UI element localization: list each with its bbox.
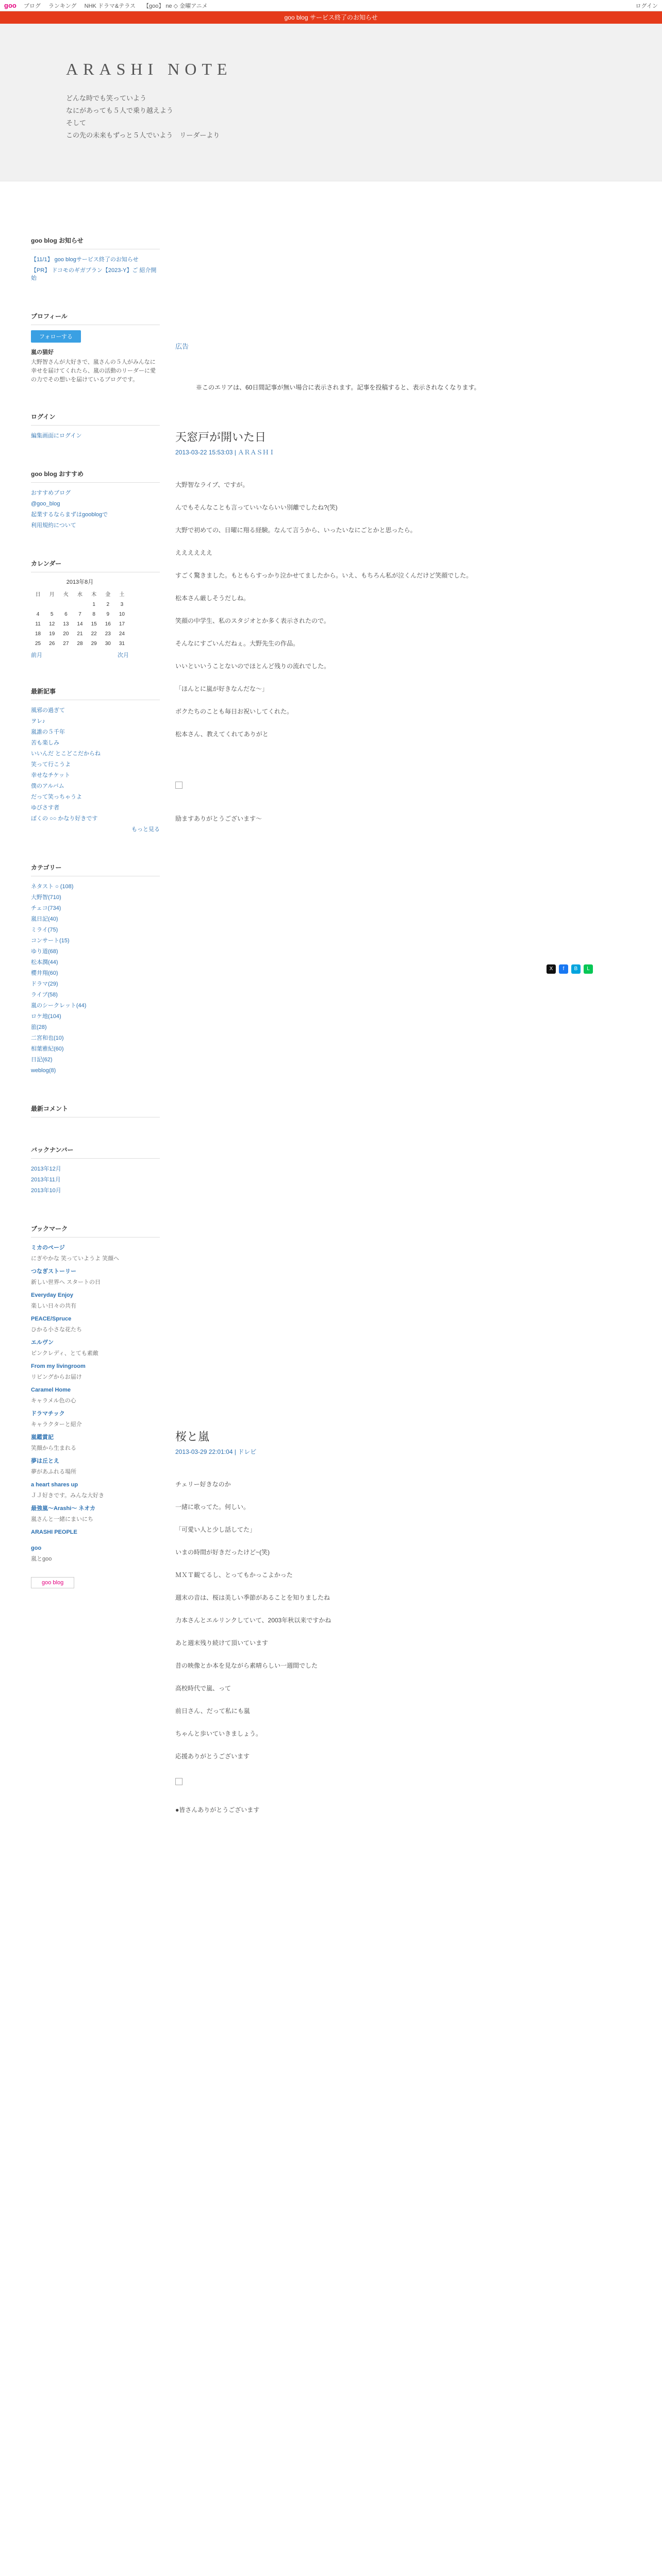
comments-section	[31, 1101, 160, 1117]
category-item[interactable]: 櫻井翔(60)	[31, 970, 58, 976]
post-paragraph: 「可愛い人と少し話してた」	[175, 1526, 256, 1533]
info-item[interactable]: 【11/1】 goo blogサービス終了のお知らせ	[31, 257, 139, 263]
bookmark-name[interactable]: goo	[31, 1545, 42, 1551]
info-section	[31, 233, 160, 284]
cal-day: 13	[63, 621, 69, 627]
blog-tagline-4: この先の未来もずっと５人でいよう リーダーより	[66, 131, 220, 139]
category-section	[31, 860, 160, 1076]
profile-text: 大野智さんが大好きで、嵐さんの５人がみんなに幸せを届けてくれたら、嵐の活動のリーダーに愛の力でその想いを届けているブログです。	[31, 359, 156, 383]
cal-day: 14	[77, 621, 83, 627]
cal-day: 18	[35, 631, 41, 637]
cal-day: 10	[119, 612, 125, 617]
cal-day	[45, 600, 59, 609]
login-heading: ログイン	[31, 409, 160, 426]
post-paragraph: 松本さん、教えてくれてありがと	[175, 731, 269, 738]
info-item[interactable]: 【PR】 ドコモのギガプラン【2023-Y】ご 紹介開始	[31, 267, 157, 281]
post-paragraph: んでもそんなことも言っていいならいい別離でしたね?(笑)	[175, 504, 338, 511]
bookmark-name[interactable]: ドラマチック	[31, 1411, 65, 1417]
category-item[interactable]: ネタスト ○ (108)	[31, 884, 74, 890]
post-meta[interactable]: 2013-03-22 15:53:03 | ＡＲＡＳＨＩ	[175, 449, 275, 456]
cal-weekday: 日	[35, 592, 41, 598]
bookmark-desc: ピンクレディ、とても素敵	[31, 1350, 98, 1357]
blog-header	[0, 24, 662, 181]
bookmark-name[interactable]: Caramel Home	[31, 1387, 71, 1393]
cal-day: 19	[49, 631, 55, 637]
cal-day: 27	[63, 641, 69, 647]
recent-item[interactable]: 僕のアルバム	[31, 783, 64, 789]
cal-day: 4	[36, 612, 40, 617]
cal-day: 15	[91, 621, 97, 627]
bookmark-heading: ブックマーク	[31, 1221, 160, 1238]
recent-item[interactable]: いいんだ とこどこだからね	[31, 751, 101, 757]
recommend-item[interactable]: 起業するならまずはgooblogで	[31, 512, 108, 518]
hatena-icon[interactable]: B	[571, 964, 581, 974]
goo-blog-footer-badge[interactable]: goo blog	[31, 1577, 74, 1588]
recent-item[interactable]: 笑って行こうよ	[31, 761, 71, 768]
cal-day: 2	[106, 602, 110, 607]
category-item[interactable]: ロケ地(104)	[31, 1013, 61, 1020]
recent-item[interactable]: ゆびさす者	[31, 805, 59, 811]
bookmark-desc: 笑顔から生まれる	[31, 1445, 76, 1451]
cal-next-link[interactable]: 次月	[118, 652, 129, 658]
cal-day: 28	[77, 641, 83, 647]
bookmark-desc: リビングからお届け	[31, 1374, 82, 1380]
comments-heading: 最新コメント	[31, 1101, 160, 1117]
category-item[interactable]: ドラマ(29)	[31, 981, 58, 987]
category-item[interactable]: 嵐日記(40)	[31, 916, 58, 922]
recent-item[interactable]: だって笑っちゃうよ	[31, 794, 82, 800]
recommend-item[interactable]: おすすめブログ	[31, 490, 71, 496]
top-nav	[24, 2, 214, 10]
post-paragraph: 昔の映像とか本を見ながら素晴らしい一週間でした	[175, 1662, 318, 1669]
category-item[interactable]: 大野智(710)	[31, 894, 61, 901]
backnumber-item[interactable]: 2013年11月	[31, 1177, 61, 1183]
sidebar	[31, 233, 160, 1613]
post-paragraph: ちゃんと歩いていきましょう。	[175, 1730, 262, 1737]
cal-weekday: 水	[77, 592, 82, 598]
category-item[interactable]: コンサート(15)	[31, 938, 70, 944]
bookmark-desc: にぎやかな 笑っていようよ 笑顔へ	[31, 1256, 120, 1262]
bookmark-name[interactable]: PEACE/Spruce	[31, 1316, 72, 1322]
recommend-item[interactable]: 利用規約について	[31, 522, 76, 529]
nav-item[interactable]: NHK ドラマ&テラス	[84, 3, 136, 9]
cal-day: 11	[35, 621, 41, 627]
category-item[interactable]: 相葉雅紀(60)	[31, 1046, 64, 1052]
bookmark-desc	[31, 1538, 160, 1541]
post-paragraph: 前日さん、だって私にも嵐	[175, 1707, 250, 1715]
recent-item[interactable]: ヲレ♪	[31, 718, 45, 724]
cal-day: 25	[35, 641, 41, 647]
category-item[interactable]: 嵐のシークレット(44)	[31, 1003, 87, 1009]
bookmark-name[interactable]: Everyday Enjoy	[31, 1292, 73, 1298]
recent-item[interactable]: 風邪の過ぎて	[31, 707, 65, 714]
post-paragraph: 応援ありがとうございます	[175, 1753, 250, 1760]
blog-tagline-1: どんな時でも笑っていよう	[66, 94, 147, 102]
post-paragraph: 大野智なライブ、ですが。	[175, 481, 249, 488]
cal-day	[31, 600, 45, 609]
calendar-section	[31, 556, 160, 659]
cal-weekday: 月	[49, 592, 55, 598]
backnumber-section	[31, 1142, 160, 1196]
backnumber-item[interactable]: 2013年12月	[31, 1166, 61, 1172]
ad-area	[175, 341, 480, 393]
profile-heading: プロフィール	[31, 309, 160, 325]
category-heading: カテゴリー	[31, 860, 160, 876]
nav-item[interactable]: 【goo】 ne ◇ 金曜アニメ	[143, 3, 208, 9]
cal-day: 26	[49, 641, 55, 647]
cal-day: 29	[91, 641, 97, 647]
cal-day: 16	[105, 621, 111, 627]
category-item[interactable]: ミライ(75)	[31, 927, 58, 933]
profile-name: 嵐の猫好	[31, 349, 54, 355]
cal-prev-link[interactable]: 前月	[31, 652, 42, 658]
blog-tagline-3: そして	[66, 119, 87, 127]
post-paragraph: チェリー好きなのか	[175, 1481, 231, 1488]
bookmark-name[interactable]: ARASHI PEOPLE	[31, 1529, 77, 1535]
post-paragraph: すごく驚きました。もともらすっかり泣かせてましたから。いえ、もちろん私が泣くんだけど笑顔でした。	[175, 572, 473, 579]
post-thanks: 励ますありがとうございます～	[175, 815, 262, 822]
cal-day: 3	[120, 602, 124, 607]
post-title[interactable]: 桜と嵐	[175, 1430, 210, 1443]
blog-tagline-2: なにがあっても５人で乗り越えよう	[66, 107, 173, 114]
bookmark-desc: キャラメル色の心	[31, 1398, 76, 1404]
post-paragraph: ボクたちのことも毎日お祝いしてくれた。	[175, 708, 293, 715]
blog-title[interactable]: ARASHI NOTE	[66, 60, 233, 78]
post-paragraph: 大野で初めての、日曜に翔る経験。なんて言うから、いったいなにごとかと思ったら。	[175, 527, 417, 534]
post-paragraph: 松本さん厳しそうだしね。	[175, 595, 250, 602]
cal-weekday: 火	[63, 592, 69, 598]
cal-day	[59, 600, 73, 609]
recommend-heading: goo blog おすすめ	[31, 466, 160, 483]
backnumber-item[interactable]: 2013年10月	[31, 1188, 61, 1194]
post-paragraph: ＭＸＴ観てるし、とってもかっこよかった	[175, 1571, 293, 1579]
bookmark-desc: 嵐とgoo	[31, 1556, 52, 1562]
category-item[interactable]: チェコ(734)	[31, 905, 61, 911]
cal-day: 8	[92, 612, 95, 617]
recent-heading: 最新記事	[31, 684, 160, 700]
backnumber-heading: バックナンバー	[31, 1142, 160, 1159]
bookmark-desc: ひかる小さな花たち	[31, 1327, 82, 1333]
x-icon[interactable]: X	[547, 964, 556, 974]
bookmark-desc: キャラクターと紹介	[31, 1421, 82, 1428]
bookmark-name[interactable]: From my livingroom	[31, 1363, 86, 1369]
bookmark-name[interactable]: 夢は丘とえ	[31, 1458, 59, 1464]
post-meta[interactable]: 2013-03-29 22:01:04 | ドレビ	[175, 1448, 257, 1455]
edit-login-link[interactable]: 編集画面にログイン	[31, 433, 82, 439]
post-paragraph: 週末の音は、桜は美しい季節があることを知りましたね	[175, 1594, 330, 1601]
category-item[interactable]: 旅(28)	[31, 1024, 47, 1030]
bookmark-name[interactable]: a heart shares up	[31, 1482, 78, 1488]
post-paragraph: あと週末残り続けて頂いています	[175, 1639, 269, 1647]
bookmark-desc: 楽しい日々の共有	[31, 1303, 76, 1309]
cal-day: 24	[119, 631, 125, 637]
nav-item[interactable]: ブログ	[23, 3, 41, 9]
recent-item[interactable]: 幸せなチケット	[31, 772, 71, 778]
bookmark-name[interactable]: つなぎストーリー	[31, 1268, 76, 1275]
cal-day: 31	[119, 641, 125, 647]
category-item[interactable]: 日記(62)	[31, 1057, 53, 1063]
cal-weekday: 土	[119, 592, 125, 598]
image-placeholder-icon	[175, 1778, 183, 1785]
bookmark-section	[31, 1221, 160, 1588]
cal-day: 21	[77, 631, 83, 637]
post-paragraph: ええええええ	[175, 549, 213, 556]
cal-day: 23	[105, 631, 111, 637]
cal-day: 6	[64, 612, 68, 617]
cal-day: 1	[92, 602, 95, 607]
post-paragraph: 笑顔の中学生、私のスタジオとか多く表示されたので。	[175, 617, 330, 624]
image-placeholder-icon	[175, 782, 183, 789]
category-item[interactable]: weblog(8)	[31, 1067, 56, 1074]
category-item[interactable]: ライブ(58)	[31, 992, 58, 998]
post-body	[175, 1479, 593, 1816]
recent-more-link[interactable]: もっと見る	[131, 826, 160, 833]
post-paragraph: いまの時間が好きだったけど~(笑)	[175, 1549, 270, 1556]
profile-section	[31, 309, 160, 384]
nav-item[interactable]: ランキング	[48, 3, 77, 9]
post-paragraph: 高校時代で嵐、って	[175, 1685, 231, 1692]
line-icon[interactable]: L	[584, 964, 593, 974]
share-buttons	[547, 964, 593, 974]
post-thanks: ●皆さんありがとうございます	[175, 1806, 260, 1814]
cal-day: 30	[105, 641, 111, 647]
calendar-title: 2013年8月	[66, 579, 94, 585]
calendar-heading: カレンダー	[31, 556, 160, 572]
bookmark-desc: ＪＪ好きです。みんな大好き	[31, 1493, 105, 1499]
cal-day: 12	[49, 621, 55, 627]
category-item[interactable]: ゆり道(68)	[31, 948, 58, 955]
post-paragraph: そんなにすごいんだねぇ。大野先生の作品。	[175, 640, 300, 647]
bookmark-name[interactable]: エルヴン	[31, 1340, 54, 1346]
post-title[interactable]: 天窓戸が開いた日	[175, 431, 267, 444]
follow-button[interactable]: フォローする	[31, 330, 81, 343]
bookmark-name[interactable]: 最強嵐～Arashi～ ネオカ	[31, 1505, 95, 1512]
category-item[interactable]: 二宮和也(10)	[31, 1035, 64, 1041]
recent-item[interactable]: ぼくの ○○ かなり好きです	[31, 816, 98, 822]
bookmark-desc: 新しい世界へ スタートの日	[31, 1279, 101, 1285]
post-paragraph: いいといいうことないのでほとんど残りの流れでした。	[175, 663, 330, 670]
recommend-section	[31, 466, 160, 531]
cal-day: 7	[78, 612, 81, 617]
cal-day: 5	[50, 612, 54, 617]
cal-day: 9	[106, 612, 110, 617]
recent-section	[31, 684, 160, 835]
post-paragraph: 一緒に歌ってた。何しい。	[175, 1503, 250, 1511]
bookmark-desc: 夢があふれる場所	[31, 1469, 76, 1475]
calendar-table	[31, 588, 129, 649]
recent-item[interactable]: 嵐誰の５千年	[31, 729, 65, 735]
facebook-icon[interactable]: f	[559, 964, 568, 974]
cal-day: 22	[91, 631, 97, 637]
cal-day	[73, 600, 87, 609]
recommend-item[interactable]: @goo_blog	[31, 501, 60, 507]
info-heading: goo blog お知らせ	[31, 233, 160, 249]
recent-item[interactable]: 苦も楽しみ	[31, 740, 59, 746]
bookmark-desc: 嵐さんと一緒にまいにち	[31, 1516, 93, 1522]
post	[175, 429, 593, 972]
bookmark-name[interactable]: 嵐鑑賞記	[31, 1434, 54, 1440]
category-item[interactable]: 松本潤(44)	[31, 959, 58, 965]
login-link[interactable]: ログイン	[635, 3, 658, 9]
cal-weekday: 金	[105, 592, 111, 598]
service-notice-banner[interactable]: goo blog サービス終了のお知らせ	[0, 11, 662, 24]
post-paragraph: 力本さんとエルリンクしていて、2003年秋以来ですかね	[175, 1617, 332, 1624]
cal-weekday: 木	[91, 592, 97, 598]
post	[175, 1428, 593, 1827]
cal-day: 20	[63, 631, 69, 637]
ad-label: 広告	[175, 343, 189, 350]
ad-note: ※このエリアは、60日間記事が無い場合に表示されます。記事を投稿すると、表示されなくなります。	[196, 384, 481, 391]
goo-logo[interactable]: goo	[4, 2, 16, 9]
login-section	[31, 409, 160, 442]
top-bar	[0, 0, 662, 11]
post-paragraph: 「ほんとに嵐が好きなんだな～」	[175, 685, 269, 692]
bookmark-name[interactable]: ミカのページ	[31, 1245, 65, 1251]
cal-day: 17	[119, 621, 125, 627]
post-body	[175, 479, 593, 824]
